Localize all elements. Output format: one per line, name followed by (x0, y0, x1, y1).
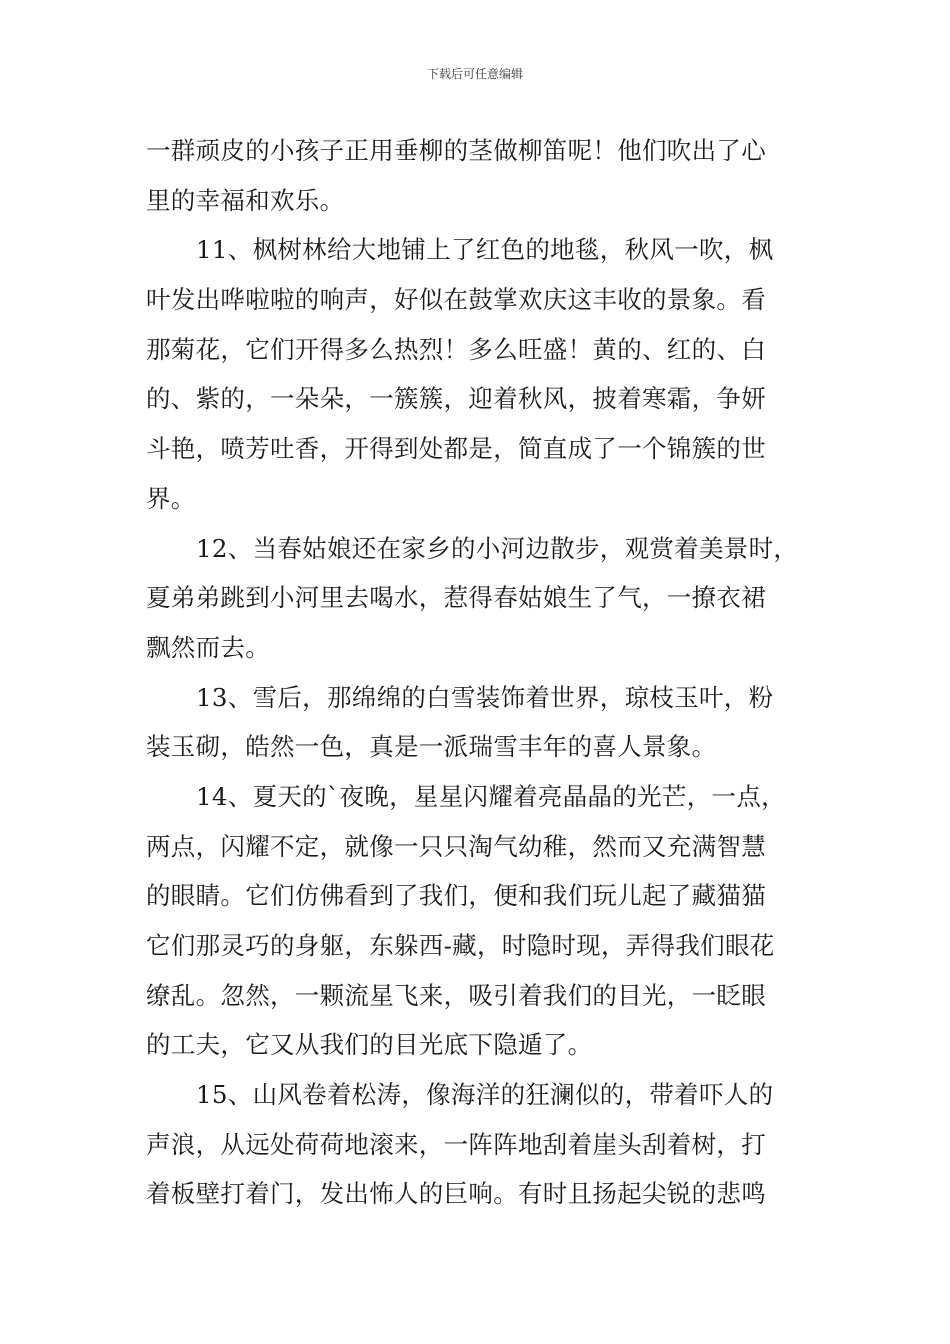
text-line: 两点，闪耀不定，就像一只只淘气幼稚，然而又充满智慧 (146, 831, 766, 861)
text-line: 着板壁打着门，发出怖人的巨响。有时且扬起尖锐的悲鸣 (146, 1179, 766, 1209)
text-line: 的、紫的，一朵朵，一簇簇，迎着秋风，披着寒霜，争妍 (146, 384, 766, 414)
body-text (146, 126, 811, 1219)
text-line: 声浪，从远处荷荷地滚来，一阵阵地刮着崖头刮着树，打 (146, 1129, 766, 1159)
text-line: 一群顽皮的小孩子正用垂柳的茎做柳笛呢！他们吹出了心 (146, 136, 766, 165)
text-line: 界。 (146, 483, 196, 513)
text-line: 装玉砌，皓然一色，真是一派瑞雪丰年的喜人景象。 (146, 732, 717, 762)
text-line: 夏弟弟跳到小河里去喝水，惹得春姑娘生了气，一撩衣裙 (146, 583, 766, 613)
paragraph-15-start: 15、山风卷着松涛，像海洋的狂澜似的，带着吓人的 (196, 1080, 774, 1110)
paragraph-12-start: 12、当春姑娘还在家乡的小河边散步，观赏着美景时， (196, 533, 799, 563)
text-line: 里的幸福和欢乐。 (146, 185, 345, 215)
text-line: 飘然而去。 (146, 632, 270, 662)
paragraph-14-start: 14、夏天的`夜晚，星星闪耀着亮晶晶的光芒，一点， (196, 781, 786, 811)
text-line: 缭乱。忽然，一颗流星飞来，吸引着我们的目光，一眨眼 (146, 980, 766, 1010)
paragraph-11-start: 11、枫树林给大地铺上了红色的地毯，秋风一吹，枫 (196, 235, 774, 265)
text-line: 斗艳，喷芳吐香，开得到处都是，简直成了一个锦簇的世 (146, 434, 766, 464)
text-line: 它们那灵巧的身躯，东躲西-藏，时隐时现，弄得我们眼花 (146, 931, 775, 960)
text-line: 叶发出哗啦啦的响声，好似在鼓掌欢庆这丰收的景象。看 (146, 285, 766, 315)
text-line: 的工夫，它又从我们的目光底下隐遁了。 (146, 1030, 593, 1060)
text-line: 那菊花，它们开得多么热烈！多么旺盛！黄的、红的、白 (146, 334, 766, 364)
paragraph-13-start: 13、雪后，那绵绵的白雪装饰着世界，琼枝玉叶，粉 (196, 682, 774, 712)
text-line: 的眼睛。它们仿佛看到了我们，便和我们玩儿起了藏猫猫 (146, 881, 766, 911)
page-header: 下载后可任意编辑 (426, 67, 523, 81)
